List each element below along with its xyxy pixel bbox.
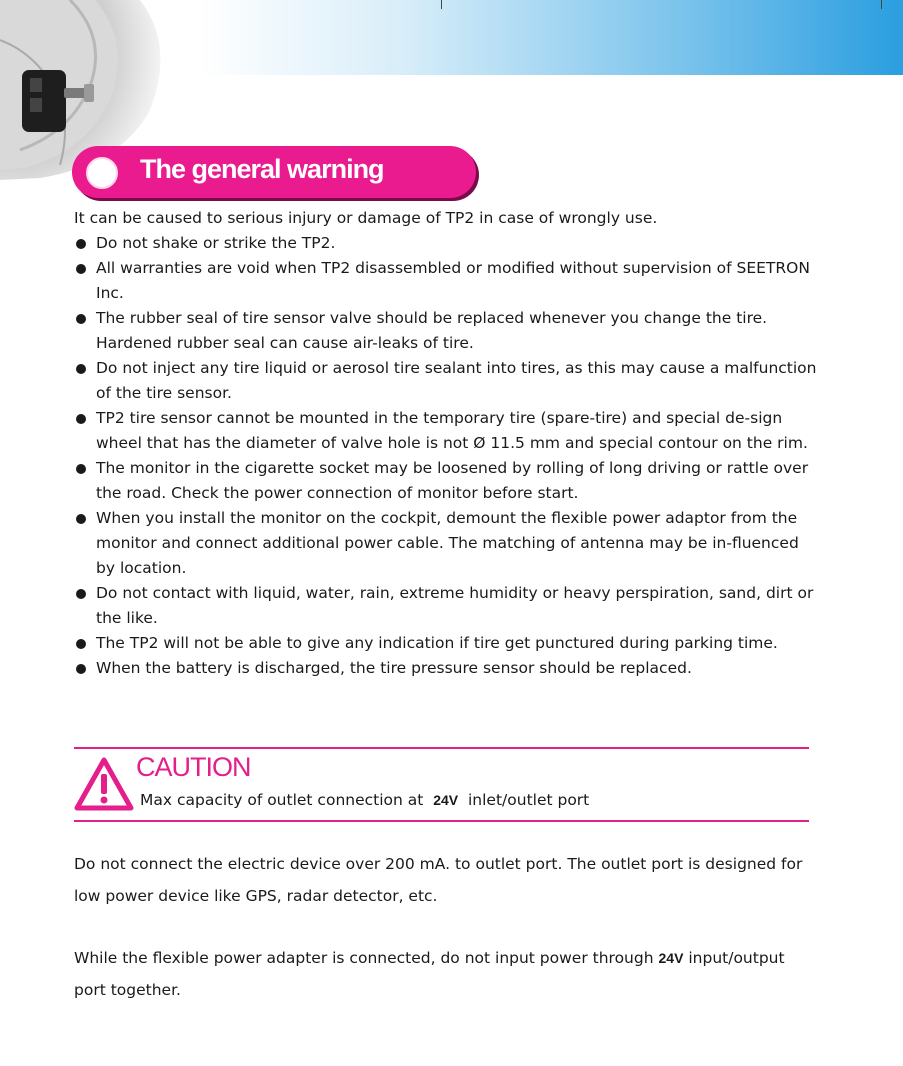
list-item-text: All warranties are void when TP2 disassembled or modified without supervision of SEETRON Inc. [96,259,810,302]
bullet-icon [76,514,86,524]
list-item-text: The monitor in the cigarette socket may be loosened by rolling of long driving or rattle over the road. Check the power connection of monitor before start. [96,459,809,502]
list-item-text: TP2 tire sensor cannot be mounted in the temporary tire (spare-tire) and special de-sign wheel that has the diameter of valve hole is not Ø 11.5 mm and special contour on the rim. [96,409,808,452]
adapter-text-after: input/output port together. [74,949,785,999]
caution-divider-top [74,747,809,749]
bullet-icon [76,639,86,649]
section-title-banner [72,146,476,198]
list-item-text: Do not shake or strike the TP2. [96,234,336,252]
list-item-text: The TP2 will not be able to give any indication if tire get punctured during parking time. [96,634,778,652]
bullet-icon [76,364,86,374]
bullet-icon [76,464,86,474]
outlet-paragraph: Do not connect the electric device over 200 mA. to outlet port. The outlet port is designed for low power device like GPS, radar detector, etc. [74,855,803,905]
circle-icon [86,157,118,189]
list-item [74,256,819,306]
bullet-icon [76,264,86,274]
list-item [74,581,819,631]
list-item [74,306,819,356]
list-item [74,506,819,581]
bullet-icon [76,239,86,249]
bullet-icon [76,589,86,599]
list-item [74,631,819,656]
list-item-text: Do not contact with liquid, water, rain, extreme humidity or heavy perspiration, sand, dirt or the like. [96,584,814,627]
caution-text [140,791,589,809]
bullet-icon [76,314,86,324]
caution-text-before: Max capacity of outlet connection at [140,791,424,809]
list-item-text: Do not inject any tire liquid or aerosol tire sealant into tires, as this may cause a malfunction of the tire sensor. [96,359,817,402]
list-item [74,356,819,406]
list-item [74,406,819,456]
warning-list [74,231,819,681]
list-item [74,656,819,681]
adapter-text-before: While the flexible power adapter is connected, do not input power through [74,949,654,967]
caution-divider-bottom [74,820,809,822]
list-item [74,456,819,506]
crop-mark [441,0,442,9]
intro-text: It can be caused to serious injury or damage of TP2 in case of wrongly use. [74,209,658,227]
bullet-icon [76,414,86,424]
list-item [74,231,819,256]
list-item-text: The rubber seal of tire sensor valve should be replaced whenever you change the tire. Hardened rubber seal can cause air-leaks of tire. [96,309,768,352]
adapter-voltage: 24V [658,950,684,966]
crop-mark [881,0,882,9]
caution-title: CAUTION [136,752,251,782]
caution-text-after: inlet/outlet port [467,791,590,809]
section-title: The general warning [140,154,384,184]
adapter-paragraph [74,942,812,1006]
warning-triangle-icon [74,756,134,812]
list-item-text: When the battery is discharged, the tire pressure sensor should be replaced. [96,659,692,677]
bullet-icon [76,664,86,674]
caution-voltage: 24V [433,792,459,808]
list-item-text: When you install the monitor on the cockpit, demount the flexible power adaptor from the monitor and connect additional power cable. The matching of antenna may be in-fluenced by location. [96,509,799,577]
